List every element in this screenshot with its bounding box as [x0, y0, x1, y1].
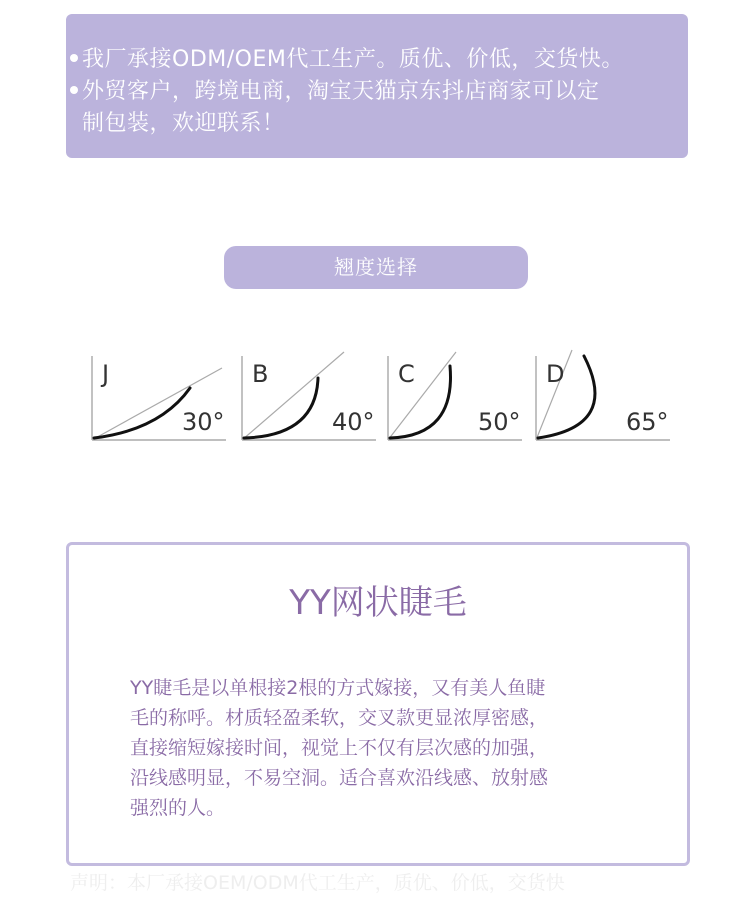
curl-angle-c: 50° [478, 408, 521, 436]
product-title: YY网状睫毛 [289, 583, 467, 623]
description-line: 强烈的人。 [130, 797, 226, 819]
curl-letter-c: C [398, 360, 415, 388]
bullet-icon [70, 86, 78, 94]
curl-angle-j: 30° [182, 408, 225, 436]
curl-letter-d: D [546, 360, 565, 388]
description-line: 直接缩短嫁接时间，视觉上不仅有层次感的加强， [130, 737, 549, 759]
curl-diagram-c [386, 346, 526, 446]
footer-statement: 声明：本厂承接OEM/ODM代工生产，质优、价低，交货快 [70, 872, 565, 894]
banner-line-2: 外贸客户，跨境电商，淘宝天猫京东抖店商家可以定 [66, 74, 600, 105]
banner-line-3: 制包装，欢迎联系！ [82, 111, 285, 136]
oem-banner [66, 14, 688, 158]
curl-section-title: 翘度选择 [224, 246, 528, 289]
curl-letter-j: J [102, 360, 110, 388]
curl-diagram-j [90, 346, 230, 446]
curl-angle-d: 65° [626, 408, 669, 436]
description-line: 沿线感明显，不易空洞。适合喜欢沿线感、放射感 [130, 767, 549, 789]
product-description [130, 673, 640, 823]
description-line: 毛的称呼。材质轻盈柔软，交叉款更显浓厚密感， [130, 707, 549, 729]
bullet-icon [70, 54, 78, 62]
curl-letter-b: B [252, 360, 269, 388]
curl-angle-b: 40° [332, 408, 375, 436]
product-card [66, 542, 690, 866]
banner-line-1: 我厂承接ODM/OEM代工生产。质优、价低，交货快。 [66, 42, 624, 73]
curl-diagram-d [534, 346, 674, 446]
curl-diagram-b [240, 346, 380, 446]
description-line: YY睫毛是以单根接2根的方式嫁接，又有美人鱼睫 [130, 677, 546, 699]
